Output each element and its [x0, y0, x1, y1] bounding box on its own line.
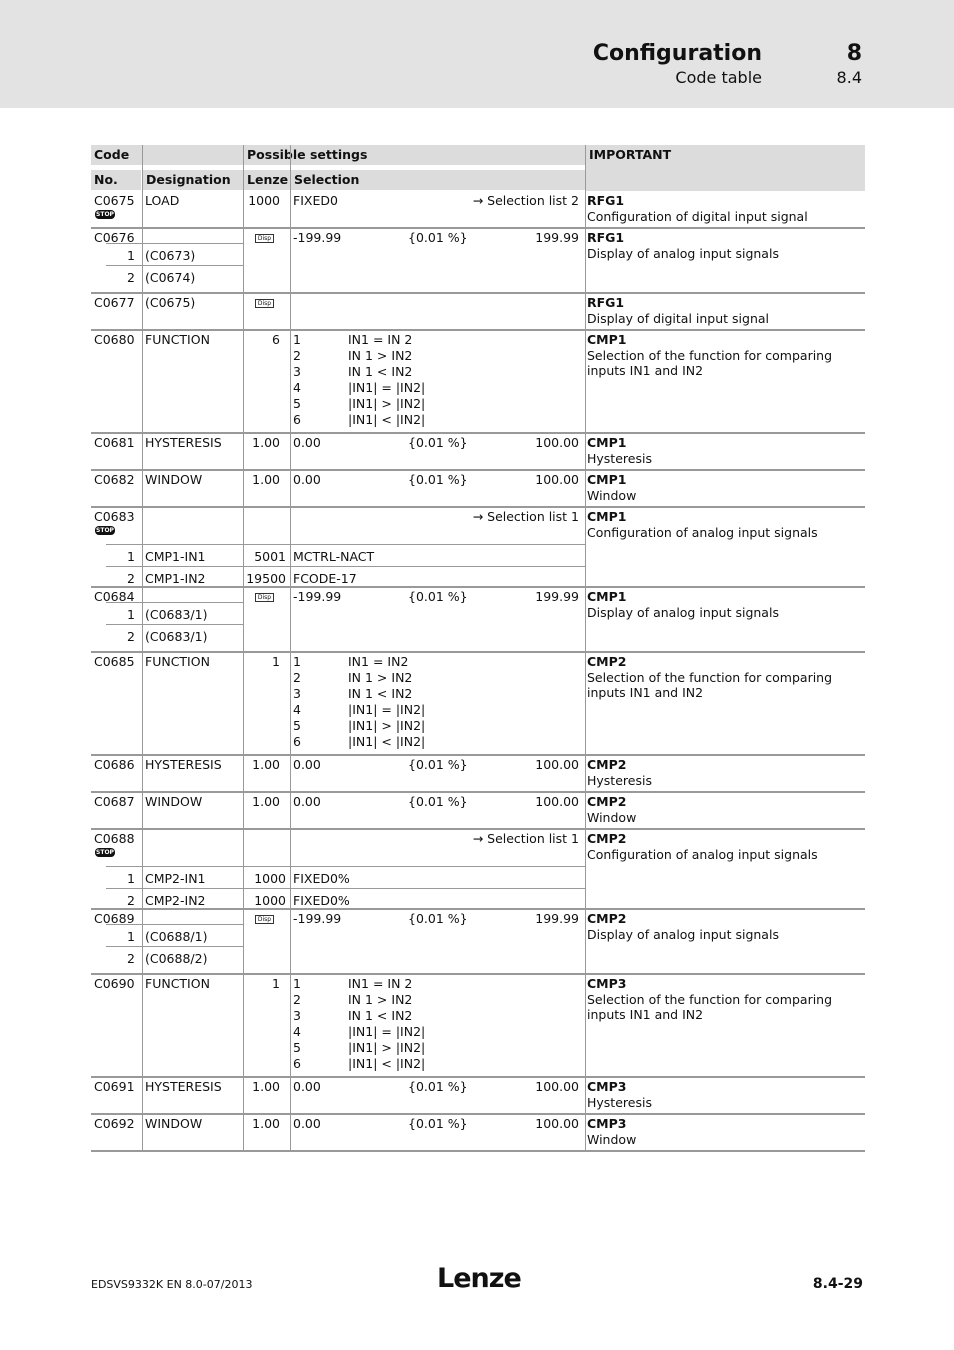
option-number: 3 [293, 364, 301, 379]
option-number: 2 [293, 348, 301, 363]
code-number: C0680 [94, 332, 135, 347]
sub-designation: CMP1-IN2 [145, 571, 206, 586]
option-number: 5 [293, 1040, 301, 1055]
note-text: Configuration of analog input signals [587, 846, 818, 862]
option-label: IN 1 > IN2 [348, 992, 413, 1007]
code-table [91, 145, 865, 1151]
note-block-name: CMP1 [587, 589, 627, 604]
sub-index: 1 [127, 607, 135, 622]
column-rule [142, 145, 143, 1151]
range-max: 100.00 [535, 472, 579, 487]
note-block-name: CMP2 [587, 794, 627, 809]
function-list [293, 976, 593, 1072]
sub-selection: MCTRL-NACT [293, 549, 375, 564]
sub-index: 2 [127, 951, 135, 966]
function-list [293, 332, 593, 428]
selection-list-link: → Selection list 1 [472, 831, 579, 846]
important-note [587, 757, 865, 788]
function-option [293, 670, 593, 686]
option-label: IN 1 > IN2 [348, 348, 413, 363]
function-option [293, 348, 593, 364]
table-rule [91, 791, 865, 793]
note-text: Configuration of analog input signals [587, 524, 818, 540]
note-block-name: CMP2 [587, 911, 627, 926]
option-label: |IN1| < |IN2| [348, 734, 426, 749]
important-note [587, 831, 865, 862]
important-note [587, 911, 865, 942]
page-header [0, 0, 954, 108]
important-note [587, 230, 865, 261]
option-label: |IN1| = |IN2| [348, 1024, 426, 1039]
table-rule [91, 973, 865, 975]
range-max: 100.00 [535, 1079, 579, 1094]
selection-list-link: → Selection list 2 [472, 193, 579, 208]
option-label: |IN1| > |IN2| [348, 396, 426, 411]
sub-lenze: 19500 [246, 571, 286, 586]
range-min: -199.99 [293, 230, 342, 245]
sub-index: 1 [127, 248, 135, 263]
important-note [587, 435, 865, 466]
table-rule [106, 924, 243, 925]
document-id: EDSVS9332K EN 8.0-07/2013 [91, 1278, 253, 1291]
designation: FUNCTION [145, 332, 210, 347]
note-text: Hysteresis [587, 1094, 652, 1110]
note-text: Window [587, 487, 637, 503]
note-block-name: CMP1 [587, 472, 627, 487]
note-text: Display of analog input signals [587, 604, 779, 620]
display-icon: Disp [255, 299, 274, 308]
page-number: 8.4-29 [812, 1276, 863, 1292]
sub-selection: FIXED0% [293, 893, 350, 908]
sub-lenze: 1000 [254, 893, 286, 908]
option-number: 2 [293, 670, 301, 685]
important-note [587, 794, 865, 825]
option-label: IN1 = IN 2 [348, 976, 413, 991]
note-block-name: CMP2 [587, 654, 627, 669]
option-number: 1 [293, 654, 301, 669]
section-title: Code table [675, 68, 762, 87]
sub-designation: (C0688/1) [145, 929, 208, 944]
note-text: Selection of the function for comparing inputs IN1 and IN2 [587, 991, 833, 1022]
note-block-name: CMP3 [587, 1079, 627, 1094]
range-max: 100.00 [535, 435, 579, 450]
important-note [587, 193, 865, 224]
range-min: 0.00 [293, 1079, 321, 1094]
code-number: C0675 [94, 193, 135, 208]
option-label: IN1 = IN2 [348, 654, 409, 669]
table-rule [106, 566, 585, 567]
code-number: C0681 [94, 435, 135, 450]
option-number: 3 [293, 1008, 301, 1023]
table-rule [106, 866, 585, 867]
function-option [293, 734, 593, 750]
note-text: Display of analog input signals [587, 926, 779, 942]
code-number: C0682 [94, 472, 135, 487]
option-label: IN 1 > IN2 [348, 670, 413, 685]
range-step: {0.01 %} [408, 757, 468, 772]
option-number: 1 [293, 332, 301, 347]
function-option [293, 396, 593, 412]
option-number: 2 [293, 992, 301, 1007]
table-rule [106, 243, 243, 244]
range-min: -199.99 [293, 589, 342, 604]
code-number: C0690 [94, 976, 135, 991]
note-block-name: CMP3 [587, 1116, 627, 1131]
table-rule [91, 469, 865, 471]
table-rule [91, 227, 865, 229]
function-option [293, 1056, 593, 1072]
option-number: 6 [293, 734, 301, 749]
important-note [587, 509, 865, 540]
note-text: Display of analog input signals [587, 245, 779, 261]
sub-index: 2 [127, 629, 135, 644]
range-step: {0.01 %} [408, 1079, 468, 1094]
range-step: {0.01 %} [408, 589, 468, 604]
important-note [587, 472, 865, 503]
range-max: 100.00 [535, 794, 579, 809]
sub-selection: FIXED0% [293, 871, 350, 886]
sub-designation: (C0683/1) [145, 607, 208, 622]
range-max: 199.99 [535, 589, 579, 604]
table-rule [106, 946, 243, 947]
table-rule [91, 586, 865, 588]
important-note [587, 1079, 865, 1110]
option-number: 4 [293, 702, 301, 717]
code-number: C0687 [94, 794, 135, 809]
table-rule [91, 908, 865, 910]
note-text: Selection of the function for comparing inputs IN1 and IN2 [587, 669, 833, 700]
designation: WINDOW [145, 472, 203, 487]
range-max: 100.00 [535, 1116, 579, 1131]
lenze-value: 6 [272, 332, 280, 347]
option-number: 3 [293, 686, 301, 701]
important-note [587, 1116, 865, 1147]
sub-index: 1 [127, 929, 135, 944]
note-text: Window [587, 1131, 637, 1147]
option-label: |IN1| < |IN2| [348, 1056, 426, 1071]
important-note [587, 976, 865, 1023]
designation: (C0675) [145, 295, 196, 310]
designation: HYSTERESIS [145, 757, 222, 772]
section-number: 8.4 [836, 68, 862, 87]
sub-designation: (C0673) [145, 248, 196, 263]
display-icon: Disp [255, 593, 274, 602]
function-option [293, 654, 593, 670]
lenze-value: 1.00 [252, 1116, 280, 1131]
table-rule [91, 432, 865, 434]
table-rule [91, 828, 865, 830]
lenze-logo: Lenze [437, 1263, 521, 1294]
sub-designation: (C0674) [145, 270, 196, 285]
designation: HYSTERESIS [145, 1079, 222, 1094]
code-number: C0685 [94, 654, 135, 669]
option-number: 4 [293, 380, 301, 395]
column-rule [290, 145, 291, 1151]
header-possible-settings: Possible settings [244, 145, 585, 165]
sub-index: 2 [127, 270, 135, 285]
option-label: |IN1| = |IN2| [348, 702, 426, 717]
selection-list-link: → Selection list 1 [472, 509, 579, 524]
designation: WINDOW [145, 794, 203, 809]
option-label: IN 1 < IN2 [348, 1008, 413, 1023]
table-rule [106, 888, 585, 889]
column-rule [243, 145, 244, 1151]
table-rule [91, 1113, 865, 1115]
option-label: |IN1| > |IN2| [348, 1040, 426, 1055]
option-label: IN1 = IN 2 [348, 332, 413, 347]
note-text: Display of digital input signal [587, 310, 769, 326]
sub-index: 1 [127, 549, 135, 564]
range-min: -199.99 [293, 911, 342, 926]
range-step: {0.01 %} [408, 794, 468, 809]
range-step: {0.01 %} [408, 435, 468, 450]
code-number: C0686 [94, 757, 135, 772]
table-rule [91, 1076, 865, 1078]
option-number: 1 [293, 976, 301, 991]
note-block-name: CMP1 [587, 509, 627, 524]
range-step: {0.01 %} [408, 1116, 468, 1131]
stop-icon: STOP [96, 849, 114, 856]
range-min: 0.00 [293, 472, 321, 487]
option-label: IN 1 < IN2 [348, 364, 413, 379]
designation: FUNCTION [145, 654, 210, 669]
option-label: |IN1| = |IN2| [348, 380, 426, 395]
note-text: Hysteresis [587, 450, 652, 466]
display-icon: Disp [255, 915, 274, 924]
function-option [293, 1024, 593, 1040]
sub-designation: (C0683/1) [145, 629, 208, 644]
note-text: Selection of the function for comparing inputs IN1 and IN2 [587, 347, 833, 378]
designation: FUNCTION [145, 976, 210, 991]
header-important: IMPORTANT [586, 145, 865, 191]
sub-index: 2 [127, 893, 135, 908]
table-rule [91, 754, 865, 756]
table-rule [91, 1150, 865, 1152]
lenze-value: 1.00 [252, 1079, 280, 1094]
code-number: C0684 [94, 589, 135, 604]
function-option [293, 1040, 593, 1056]
important-note [587, 295, 865, 326]
code-number: C0688 [94, 831, 135, 846]
range-max: 100.00 [535, 757, 579, 772]
table-rule [91, 292, 865, 294]
lenze-value: 1.00 [252, 757, 280, 772]
range-step: {0.01 %} [408, 472, 468, 487]
note-block-name: RFG1 [587, 230, 625, 245]
function-option [293, 686, 593, 702]
header-no: No. [91, 170, 141, 190]
note-block-name: CMP2 [587, 757, 627, 772]
range-step: {0.01 %} [408, 911, 468, 926]
note-text: Configuration of digital input signal [587, 208, 808, 224]
designation: HYSTERESIS [145, 435, 222, 450]
lenze-value: 1.00 [252, 472, 280, 487]
code-number: C0683 [94, 509, 135, 524]
function-option [293, 380, 593, 396]
header-code: Code [91, 145, 243, 165]
lenze-value: 1 [272, 654, 280, 669]
note-block-name: RFG1 [587, 295, 625, 310]
code-number: C0691 [94, 1079, 135, 1094]
table-rule [91, 651, 865, 653]
designation: LOAD [145, 193, 180, 208]
function-option [293, 992, 593, 1008]
option-label: |IN1| < |IN2| [348, 412, 426, 427]
table-rule [106, 265, 243, 266]
note-block-name: CMP1 [587, 332, 627, 347]
header-lenze: Lenze [244, 170, 290, 190]
option-number: 5 [293, 718, 301, 733]
code-number: C0689 [94, 911, 135, 926]
table-rule [91, 329, 865, 331]
sub-lenze: 5001 [254, 549, 286, 564]
function-option [293, 702, 593, 718]
range-min: 0.00 [293, 435, 321, 450]
code-number: C0676 [94, 230, 135, 245]
code-number: C0677 [94, 295, 135, 310]
sub-designation: CMP2-IN1 [145, 871, 206, 886]
designation: WINDOW [145, 1116, 203, 1131]
range-max: 199.99 [535, 230, 579, 245]
table-rule [106, 624, 243, 625]
range-min: 0.00 [293, 794, 321, 809]
chapter-number: 8 [846, 41, 862, 66]
sub-lenze: 1000 [254, 871, 286, 886]
sub-selection: FCODE-17 [293, 571, 357, 586]
function-list [293, 654, 593, 750]
option-number: 6 [293, 1056, 301, 1071]
table-rule [106, 544, 585, 545]
function-option [293, 1008, 593, 1024]
chapter-title: Configuration [592, 41, 762, 66]
option-label: IN 1 < IN2 [348, 686, 413, 701]
range-max: 199.99 [535, 911, 579, 926]
sub-index: 2 [127, 571, 135, 586]
option-number: 4 [293, 1024, 301, 1039]
function-option [293, 332, 593, 348]
sub-designation: (C0688/2) [145, 951, 208, 966]
table-rule [106, 602, 243, 603]
important-note [587, 654, 865, 701]
header-designation: Designation [143, 170, 243, 190]
sub-designation: CMP1-IN1 [145, 549, 206, 564]
note-block-name: CMP3 [587, 976, 627, 991]
function-option [293, 718, 593, 734]
option-number: 6 [293, 412, 301, 427]
function-option [293, 976, 593, 992]
range-min: 0.00 [293, 1116, 321, 1131]
lenze-value: 1000 [248, 193, 280, 208]
range-step: {0.01 %} [408, 230, 468, 245]
note-block-name: RFG1 [587, 193, 625, 208]
important-note [587, 589, 865, 620]
option-label: |IN1| > |IN2| [348, 718, 426, 733]
stop-icon: STOP [96, 211, 114, 218]
note-block-name: CMP1 [587, 435, 627, 450]
lenze-value: 1.00 [252, 794, 280, 809]
display-icon: Disp [255, 234, 274, 243]
stop-icon: STOP [96, 527, 114, 534]
selection-value: FIXED0 [293, 193, 338, 208]
function-option [293, 412, 593, 428]
function-option [293, 364, 593, 380]
sub-index: 1 [127, 871, 135, 886]
header-selection: Selection [291, 170, 585, 190]
table-rule [91, 506, 865, 508]
note-text: Window [587, 809, 637, 825]
note-text: Hysteresis [587, 772, 652, 788]
note-block-name: CMP2 [587, 831, 627, 846]
lenze-value: 1.00 [252, 435, 280, 450]
sub-designation: CMP2-IN2 [145, 893, 206, 908]
code-number: C0692 [94, 1116, 135, 1131]
important-note [587, 332, 865, 379]
option-number: 5 [293, 396, 301, 411]
lenze-value: 1 [272, 976, 280, 991]
range-min: 0.00 [293, 757, 321, 772]
